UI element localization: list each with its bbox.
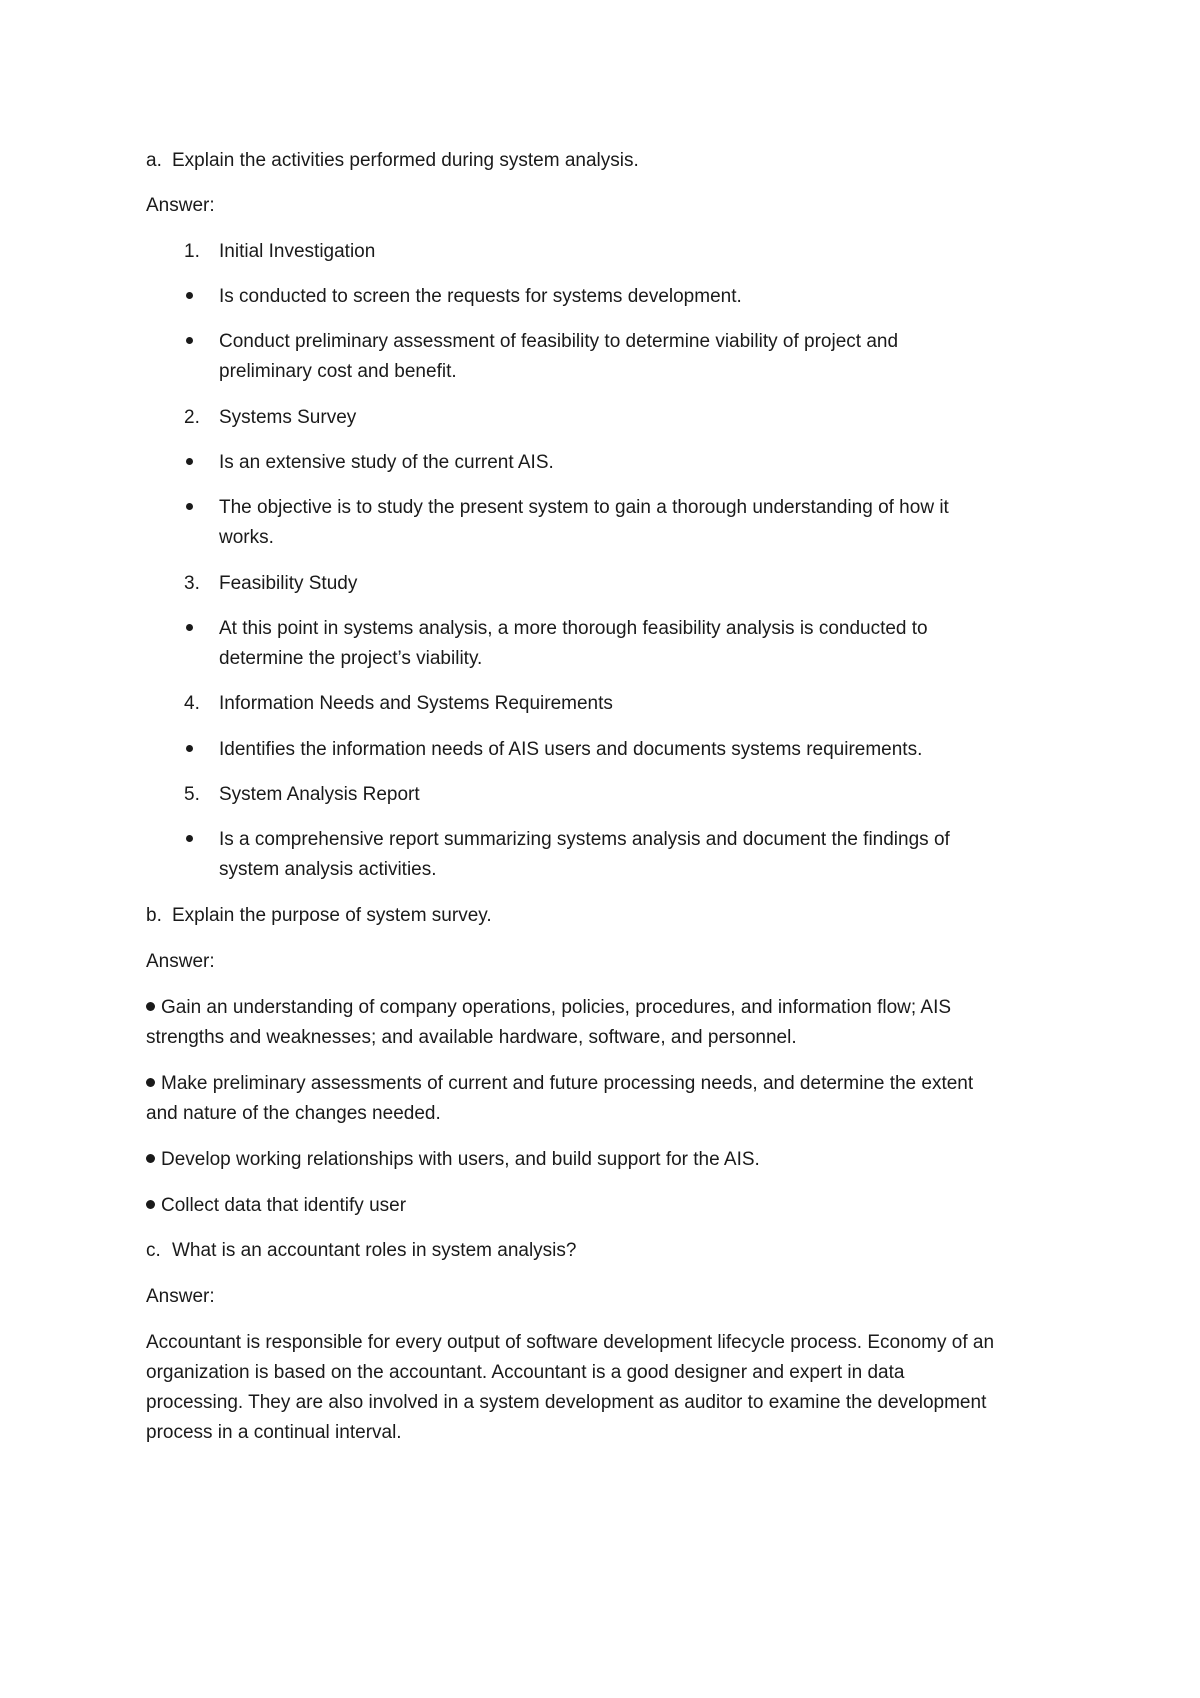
- question-b-answer-label: Answer:: [146, 951, 215, 972]
- question-c-marker: c.: [146, 1240, 161, 1261]
- bullet-dot: [186, 503, 193, 510]
- accountant-paragraph-line-1: Accountant is responsible for every output of software development lifecycle process. Economy of an: [146, 1332, 995, 1353]
- purpose-point-3-line-1: Develop working relationships with users, and build support for the AIS.: [161, 1149, 760, 1170]
- purpose-point-3: [146, 1145, 760, 1175]
- item-4-bullet-1: Identifies the information needs of AIS users and documents systems requirements.: [219, 739, 923, 760]
- question-a-text: Explain the activities performed during system analysis.: [172, 150, 639, 171]
- bullet-dot: [186, 337, 193, 344]
- item-3-number: 3.: [184, 573, 200, 594]
- purpose-point-4-line-1: Collect data that identify user: [161, 1195, 407, 1216]
- purpose-point-2: [146, 1069, 973, 1129]
- bullet-dot: [146, 1002, 155, 1011]
- purpose-point-2-line-1: Make preliminary assessments of current and future processing needs, and determine the extent: [161, 1073, 974, 1094]
- question-a-answer-label: Answer:: [146, 195, 215, 216]
- item-2-title: Systems Survey: [219, 407, 357, 428]
- item-5-bullet-1-line-2: system analysis activities.: [219, 859, 437, 880]
- question-c-text: What is an accountant roles in system analysis?: [172, 1240, 577, 1261]
- purpose-point-1-line-1: Gain an understanding of company operations, policies, procedures, and information flow; AIS: [161, 997, 952, 1018]
- item-2-bullet-1: Is an extensive study of the current AIS.: [219, 452, 554, 473]
- accountant-paragraph-line-2: organization is based on the accountant. Accountant is a good designer and expert in data: [146, 1362, 905, 1383]
- item-5-bullet-1-line-1: Is a comprehensive report summarizing systems analysis and document the findings of: [219, 829, 950, 850]
- item-1-bullet-1: Is conducted to screen the requests for systems development.: [219, 286, 742, 307]
- purpose-point-2-line-2: and nature of the changes needed.: [146, 1103, 441, 1124]
- bullet-dot: [186, 292, 193, 299]
- bullet-dot: [186, 458, 193, 465]
- item-4-number: 4.: [184, 693, 200, 714]
- purpose-point-1: [146, 993, 951, 1053]
- item-1-bullet-2-line-1: Conduct preliminary assessment of feasibility to determine viability of project and: [219, 331, 899, 352]
- item-3-bullet-1-line-1: At this point in systems analysis, a more thorough feasibility analysis is conducted to: [219, 618, 928, 639]
- question-a-marker: a.: [146, 150, 162, 171]
- item-1-title: Initial Investigation: [219, 241, 376, 262]
- item-2-number: 2.: [184, 407, 200, 428]
- bullet-dot: [186, 624, 193, 631]
- bullet-dot: [186, 745, 193, 752]
- item-1-number: 1.: [184, 241, 200, 262]
- accountant-paragraph-line-3: processing. They are also involved in a system development as auditor to examine the development: [146, 1392, 987, 1413]
- bullet-dot: [146, 1154, 155, 1163]
- item-2-bullet-2-line-2: works.: [219, 527, 274, 548]
- bullet-dot: [146, 1200, 155, 1209]
- item-2-bullet-2-line-1: The objective is to study the present system to gain a thorough understanding of how it: [219, 497, 949, 518]
- question-b-text: Explain the purpose of system survey.: [172, 905, 492, 926]
- item-5-title: System Analysis Report: [219, 784, 420, 805]
- item-1-bullet-2-line-2: preliminary cost and benefit.: [219, 361, 457, 382]
- accountant-paragraph-line-4: process in a continual interval.: [146, 1422, 402, 1443]
- question-c-answer-label: Answer:: [146, 1286, 215, 1307]
- item-4-title: Information Needs and Systems Requirements: [219, 693, 613, 714]
- purpose-point-4: [146, 1191, 406, 1221]
- item-3-bullet-1-line-2: determine the project’s viability.: [219, 648, 483, 669]
- bullet-dot: [146, 1078, 155, 1087]
- bullet-dot: [186, 835, 193, 842]
- purpose-point-1-line-2: strengths and weaknesses; and available hardware, software, and personnel.: [146, 1027, 797, 1048]
- item-5-number: 5.: [184, 784, 200, 805]
- item-3-title: Feasibility Study: [219, 573, 358, 594]
- question-b-marker: b.: [146, 905, 162, 926]
